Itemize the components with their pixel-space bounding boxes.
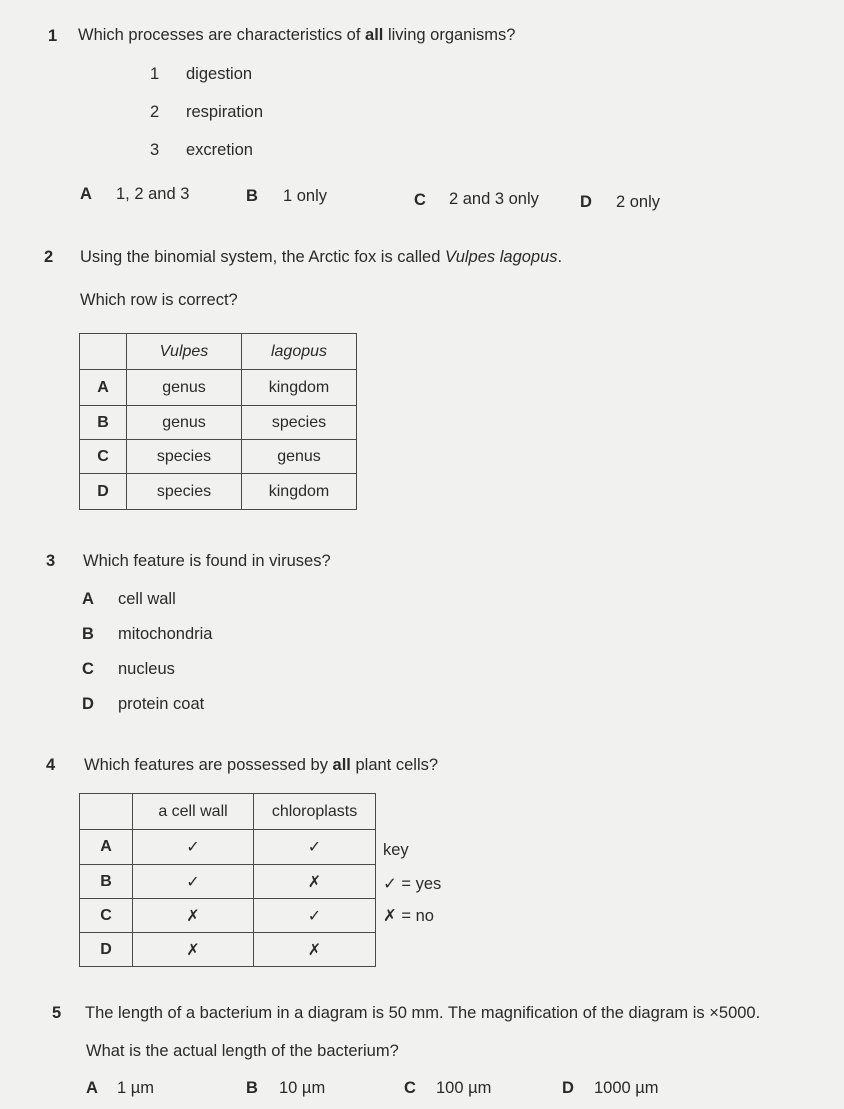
check-icon: ✓ bbox=[133, 830, 254, 865]
q3-option-label: B bbox=[82, 625, 94, 643]
q1-item-text: excretion bbox=[186, 141, 253, 159]
key-yes: ✓ = yes bbox=[383, 875, 442, 893]
q3-option-text: cell wall bbox=[118, 590, 176, 608]
q5-option-label: D bbox=[562, 1079, 574, 1097]
q1-option-label: C bbox=[414, 191, 426, 209]
q4-stem: Which features are possessed by all plant cells? bbox=[84, 756, 439, 774]
table-row bbox=[80, 440, 357, 474]
q5-option-text: 10 µm bbox=[279, 1079, 326, 1097]
row-label: A bbox=[80, 830, 133, 865]
q1-option-label: B bbox=[246, 187, 258, 205]
row-label: B bbox=[80, 406, 127, 440]
row-label: D bbox=[80, 474, 127, 510]
table-header: lagopus bbox=[242, 334, 357, 370]
table-cell: species bbox=[127, 474, 242, 510]
row-label: D bbox=[80, 933, 133, 967]
check-icon: ✓ bbox=[133, 865, 254, 899]
q5-number: 5 bbox=[52, 1004, 62, 1022]
table-corner-cell bbox=[80, 794, 133, 830]
q1-option-text: 1 only bbox=[283, 187, 328, 205]
table-cell: genus bbox=[242, 440, 357, 474]
table-cell: kingdom bbox=[242, 370, 357, 406]
q3-option-text: nucleus bbox=[118, 660, 175, 678]
row-label: C bbox=[80, 440, 127, 474]
row-label: C bbox=[80, 899, 133, 933]
q1-option-text: 2 and 3 only bbox=[449, 190, 539, 208]
table-header: a cell wall bbox=[133, 794, 254, 830]
q3-number: 3 bbox=[46, 552, 56, 570]
q5-option-label: A bbox=[86, 1079, 98, 1097]
table-row bbox=[80, 830, 376, 865]
q5-option-text: 1000 µm bbox=[594, 1079, 659, 1097]
table-row bbox=[80, 933, 376, 967]
q4-number: 4 bbox=[46, 756, 56, 774]
table-header: chloroplasts bbox=[254, 794, 376, 830]
table-row bbox=[80, 406, 357, 440]
table-row bbox=[80, 865, 376, 899]
q2-stem: Using the binomial system, the Arctic fox is called Vulpes lagopus. bbox=[80, 248, 563, 266]
q2-subquestion: Which row is correct? bbox=[80, 291, 238, 309]
q3-option-label: D bbox=[82, 695, 94, 713]
table-cell: kingdom bbox=[242, 474, 357, 510]
q3-option-text: mitochondria bbox=[118, 625, 213, 643]
q1-item-number: 3 bbox=[150, 141, 160, 159]
q2-number: 2 bbox=[44, 248, 54, 266]
q5-option-label: C bbox=[404, 1079, 416, 1097]
table-cell: genus bbox=[127, 370, 242, 406]
q1-option-label: D bbox=[580, 193, 592, 211]
row-label: B bbox=[80, 865, 133, 899]
q3-option-label: A bbox=[82, 590, 94, 608]
q5-subquestion: What is the actual length of the bacterium? bbox=[86, 1042, 399, 1060]
q1-number: 1 bbox=[48, 27, 58, 45]
q1-stem: Which processes are characteristics of all living organisms? bbox=[78, 26, 516, 44]
table-header: Vulpes bbox=[127, 334, 242, 370]
q1-item-text: respiration bbox=[186, 103, 264, 121]
check-icon: ✓ bbox=[254, 899, 376, 933]
q1-item-number: 2 bbox=[150, 103, 160, 121]
table-cell: species bbox=[242, 406, 357, 440]
cross-icon: ✗ bbox=[254, 933, 376, 967]
q1-option-text: 2 only bbox=[616, 193, 661, 211]
table-row bbox=[80, 474, 357, 510]
key-title: key bbox=[383, 841, 409, 859]
q1-item-number: 1 bbox=[150, 65, 160, 83]
cross-icon: ✗ bbox=[133, 933, 254, 967]
table-row bbox=[80, 370, 357, 406]
cross-icon: ✗ bbox=[133, 899, 254, 933]
check-icon: ✓ bbox=[254, 830, 376, 865]
table-corner-cell bbox=[80, 334, 127, 370]
q5-option-text: 1 µm bbox=[117, 1079, 155, 1097]
table-cell: genus bbox=[127, 406, 242, 440]
q1-option-label: A bbox=[80, 185, 92, 203]
q1-option-text: 1, 2 and 3 bbox=[116, 185, 190, 203]
q1-item-text: digestion bbox=[186, 65, 253, 83]
table-row bbox=[80, 899, 376, 933]
q5-option-label: B bbox=[246, 1079, 258, 1097]
q2-table bbox=[79, 333, 357, 510]
row-label: A bbox=[80, 370, 127, 406]
table-cell: species bbox=[127, 440, 242, 474]
q3-stem: Which feature is found in viruses? bbox=[83, 552, 331, 570]
q4-table bbox=[79, 793, 376, 967]
key-no: ✗ = no bbox=[383, 907, 434, 925]
cross-icon: ✗ bbox=[254, 865, 376, 899]
q3-option-label: C bbox=[82, 660, 94, 678]
q5-stem: The length of a bacterium in a diagram is 50 mm. The magnification of the diagram is ×5000. bbox=[85, 1004, 761, 1022]
q5-option-text: 100 µm bbox=[436, 1079, 492, 1097]
q3-option-text: protein coat bbox=[118, 695, 205, 713]
